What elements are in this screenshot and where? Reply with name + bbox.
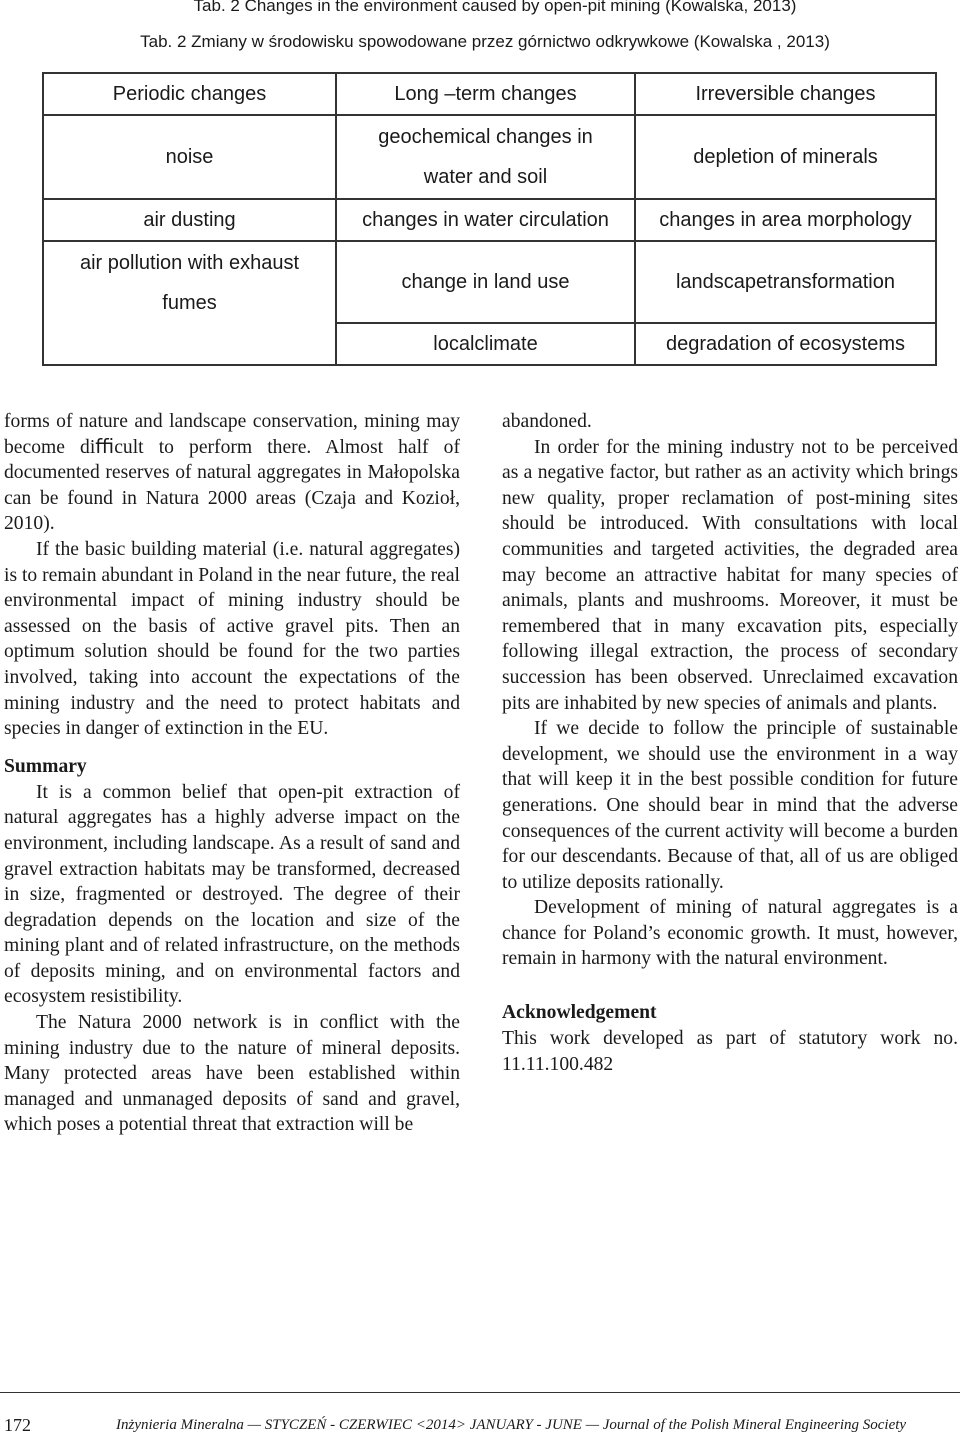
table-cell: change in land use — [336, 241, 635, 323]
left-text-column — [4, 409, 460, 1138]
page-number: 172 — [4, 1415, 31, 1435]
right-text-column — [502, 409, 958, 1077]
table-cell: noise — [43, 115, 336, 199]
environment-changes-table — [42, 72, 937, 366]
footer-divider — [0, 1392, 960, 1393]
table-cell — [43, 323, 336, 365]
table-cell: localclimate — [336, 323, 635, 365]
acknowledgement-heading: Acknowledgement — [502, 1002, 657, 1024]
header-long-term: Long –term changes — [336, 73, 635, 115]
journal-footer: Inżynieria Mineralna — STYCZEŃ - CZERWIEC <2014> JANUARY - JUNE — Journal of the Polish Mineral Engineering Society — [116, 1417, 907, 1433]
paragraph: forms of nature and landscape conservation, mining may become diﬃcult to perform there. Almost half of documented reserves of natural aggregates in Małopolska can be found in Natura 2000 areas (Czaja and Kozioł, 2010). — [4, 411, 460, 535]
table-cell: air pollution with exhaust fumes — [43, 241, 336, 323]
paragraph: The Natura 2000 network is in conﬂict with the mining industry due to the nature of mineral deposits. Many protected areas have been established within managed and unmanaged deposits of sand and gravel, which poses a potential threat that extraction will be — [4, 1012, 460, 1136]
header-irreversible: Irreversible changes — [635, 73, 936, 115]
paragraph: Development of mining of natural aggregates is a chance for Poland’s economic growth. It must, however, remain in harmony with the natural environment. — [502, 897, 958, 970]
table-row — [43, 199, 936, 241]
paragraph: In order for the mining industry not to be perceived as a negative factor, but rather as an activity which brings new quality, proper reclamation of post-mining sites should be introduced. With consultations with local communities and targeted activities, the degraded area may become an attractive habitat for many species of animals, plants and mushrooms. Moreover, it must be remembered that in many excavation pits, especially following illegal extraction, the process of secondary succession has been observed. Unreclaimed excavation pits are inhabited by new species of animals and plants. — [502, 436, 958, 714]
table-row — [43, 115, 936, 199]
summary-heading: Summary — [4, 755, 87, 777]
table-row — [43, 241, 936, 323]
table-cell: air dusting — [43, 199, 336, 241]
acknowledgement-text: This work developed as part of statutory work no. 11.11.100.482 — [502, 1028, 958, 1075]
table-caption-polish: Tab. 2 Zmiany w środowisku spowodowane przez górnictwo odkrywkowe (Kowalska , 2013) — [140, 32, 830, 51]
table-cell: landscapetransformation — [635, 241, 936, 323]
paragraph: If we decide to follow the principle of sustainable development, we should use the environment in a way that will keep it in the best possible condition for future generations. One should bear in mind that the adverse consequences of the current activity will become a burden for our descendants. Because of that, all of us are obliged to utilize deposits rationally. — [502, 718, 958, 893]
table-cell: changes in area morphology — [635, 199, 936, 241]
table-row — [43, 323, 936, 365]
paragraph: If the basic building material (i.e. natural aggregates) is to remain abundant in Poland in the near future, the real environmental impact of mining industry should be assessed on the basis of active gravel pits. Then an optimum solution should be found for the two parties involved, taking into account the expectations of the mining industry and the need to protect habitats and species in danger of extinction in the EU. — [4, 538, 460, 740]
table-cell: geochemical changes in water and soil — [336, 115, 635, 199]
header-periodic: Periodic changes — [43, 73, 336, 115]
paragraph: It is a common belief that open-pit extraction of natural aggregates has a highly adverse impact on the environment, including landscape. As a result of sand and gravel extraction habitats may be transformed, decreased in size, fragmented or destroyed. The degree of their degradation depends on the location and size of the mining plant and of related infrastructure, on the methods of deposits mining, and on environmental factors and ecosystem resistibility. — [4, 781, 460, 1008]
table-header-row — [43, 73, 936, 115]
table-cell: degradation of ecosystems — [635, 323, 936, 365]
table-cell: depletion of minerals — [635, 115, 936, 199]
table-cell: changes in water circulation — [336, 199, 635, 241]
table-caption-english: Tab. 2 Changes in the environment caused by open-pit mining (Kowalska, 2013) — [193, 0, 797, 15]
paragraph: abandoned. — [502, 411, 592, 432]
